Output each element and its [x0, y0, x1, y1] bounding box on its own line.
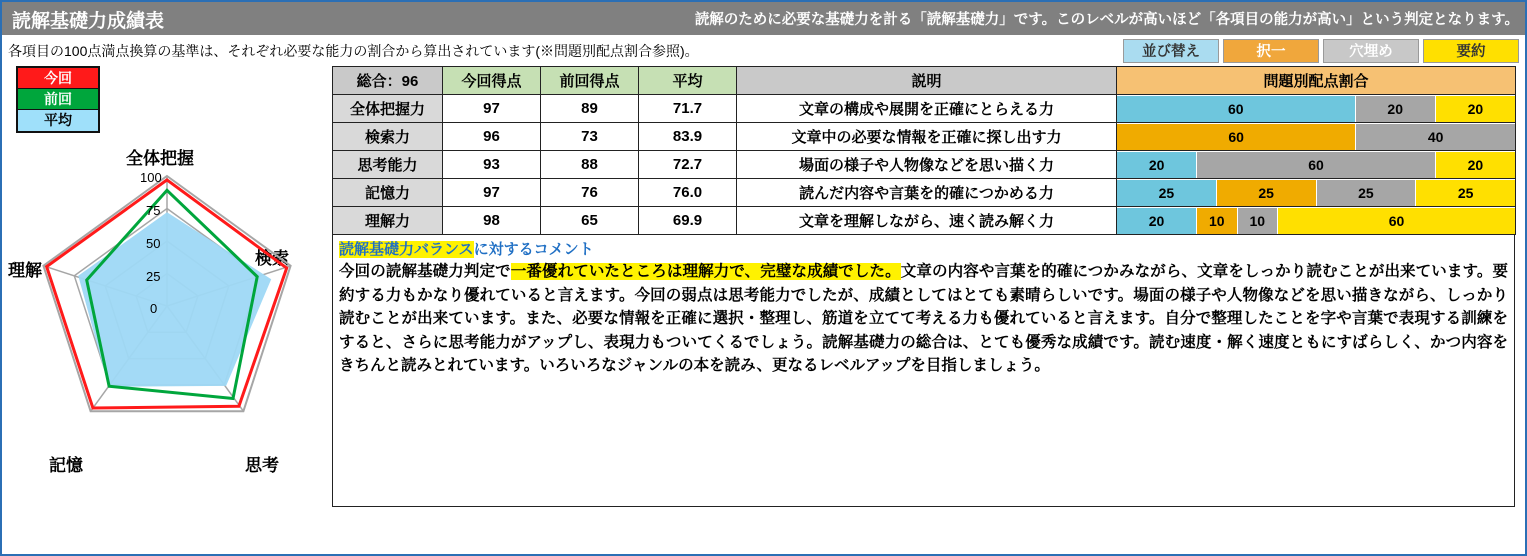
chart-legend: [16, 66, 100, 133]
tick-100: 100: [140, 170, 162, 185]
row-prev: 65: [541, 207, 639, 235]
tab-takuitsu[interactable]: 択一: [1223, 39, 1319, 63]
row-desc: 文章を理解しながら、速く読み解く力: [737, 207, 1117, 235]
radar-chart: [22, 136, 312, 476]
header-now: 今回得点: [443, 67, 541, 95]
tick-0: 0: [150, 301, 158, 316]
row-now: 97: [443, 95, 541, 123]
legend-item-now: 今回: [18, 68, 98, 89]
header-total: 総合：96: [333, 67, 443, 95]
radar-chart-panel: [2, 66, 332, 536]
comment-rest: 文章の内容や言葉を的確につかみながら、文章をしっかり読むことが出来ています。要約する力もかなり優れていると言えます。今回の弱点は思考能力でしたが、成績としてはとても素晴らしいです。場面の様子や人物像などを思い描きながら、しっかり読むことが出来ています。また、必要な情報を正確に選択・整理し、筋道を立てて考える力も優れていると言えます。自分で整理したことを字や言葉で表現する訓練をすると、さらに思考能力がアップし、表現力もついてくるでしょう。読解基礎力の総合は、とても優秀な成績です。読む速度・解く速度ともにすばらしく、かつ内容をきちんと読みとれています。いろいろなジャンルの本を読み、更なるレベルアップを目指しましょう。: [339, 263, 1508, 375]
dist-seg: 25: [1416, 180, 1515, 206]
comment-title: [339, 238, 1508, 259]
row-avg: 72.7: [639, 151, 737, 179]
table-row: [333, 207, 1516, 235]
dist-seg: 40: [1356, 124, 1515, 150]
tick-75: 75: [146, 203, 161, 218]
body: [2, 66, 1525, 536]
axis-label-kensaku: 検索: [255, 249, 289, 268]
row-desc: 場面の様子や人物像などを思い描く力: [737, 151, 1117, 179]
comment-title-rest: に対するコメント: [473, 241, 594, 258]
axis-label-rikai: 理解: [8, 261, 42, 280]
row-desc: 読んだ内容や言葉を的確につかめる力: [737, 179, 1117, 207]
dist-seg: 60: [1117, 96, 1356, 122]
row-prev: 73: [541, 123, 639, 151]
dist-seg: 20: [1117, 152, 1197, 178]
dist-seg: 10: [1197, 208, 1238, 234]
row-now: 97: [443, 179, 541, 207]
note-row: [2, 36, 1525, 66]
dist-seg: 60: [1197, 152, 1436, 178]
tab-anaume[interactable]: 穴埋め: [1323, 39, 1419, 63]
tab-yoyaku[interactable]: 要約: [1423, 39, 1519, 63]
comment-lead: 今回の読解基礎力判定で: [339, 263, 511, 280]
legend-item-avg: 平均: [18, 110, 98, 131]
scores-table: [332, 66, 1516, 235]
row-prev: 89: [541, 95, 639, 123]
dist-seg: 60: [1117, 124, 1356, 150]
row-avg: 71.7: [639, 95, 737, 123]
row-prev: 88: [541, 151, 639, 179]
header: [2, 2, 1525, 36]
dist-seg: 20: [1117, 208, 1197, 234]
dist-seg: 20: [1356, 96, 1436, 122]
note-text: 各項目の100点満点換算の基準は、それぞれ必要な能力の割合から算出されています(※問題別配点割合参照)。: [8, 43, 699, 59]
right-panel: [332, 66, 1517, 507]
tab-bar: [1123, 39, 1525, 63]
table-row: [333, 95, 1516, 123]
header-avg: 平均: [639, 67, 737, 95]
header-subtitle: 読解のために必要な基礎力を計る「読解基礎力」です。このレベルが高いほど「各項目の能力が高い」という判定となります。: [694, 12, 1519, 28]
row-distribution: [1117, 207, 1516, 235]
row-avg: 76.0: [639, 179, 737, 207]
tick-25: 25: [146, 269, 161, 284]
row-avg: 83.9: [639, 123, 737, 151]
row-distribution: [1117, 123, 1516, 151]
axis-label-kioku: 記憶: [49, 456, 83, 475]
row-prev: 76: [541, 179, 639, 207]
row-name: 記憶力: [333, 179, 443, 207]
comment-box: [332, 235, 1515, 507]
row-name: 全体把握力: [333, 95, 443, 123]
row-now: 98: [443, 207, 541, 235]
dist-seg: 25: [1217, 180, 1317, 206]
header-desc: 説明: [737, 67, 1117, 95]
row-name: 思考能力: [333, 151, 443, 179]
tab-narabikae[interactable]: 並び替え: [1123, 39, 1219, 63]
table-header-row: [333, 67, 1516, 95]
comment-highlight: 一番優れていたところは理解力で、完璧な成績でした。: [510, 263, 901, 280]
tick-50: 50: [146, 236, 161, 251]
row-now: 93: [443, 151, 541, 179]
table-row: [333, 179, 1516, 207]
row-now: 96: [443, 123, 541, 151]
row-name: 理解力: [333, 207, 443, 235]
dist-seg: 25: [1117, 180, 1217, 206]
row-distribution: [1117, 95, 1516, 123]
row-name: 検索力: [333, 123, 443, 151]
table-row: [333, 123, 1516, 151]
page-title: 読解基礎力成績表: [2, 2, 174, 35]
row-desc: 文章中の必要な情報を正確に探し出す力: [737, 123, 1117, 151]
header-prev: 前回得点: [541, 67, 639, 95]
row-avg: 69.9: [639, 207, 737, 235]
dist-seg: 10: [1238, 208, 1279, 234]
row-desc: 文章の構成や展開を正確にとらえる力: [737, 95, 1117, 123]
header-dist: 問題別配点割合: [1117, 67, 1516, 95]
dist-seg: 60: [1278, 208, 1515, 234]
table-row: [333, 151, 1516, 179]
row-distribution: [1117, 179, 1516, 207]
axis-label-zentaihaaku: 全体把握: [126, 149, 194, 168]
dist-seg: 25: [1317, 180, 1417, 206]
axis-label-shikou: 思考: [245, 456, 279, 475]
row-distribution: [1117, 151, 1516, 179]
dist-seg: 20: [1436, 152, 1515, 178]
comment-body: [339, 260, 1508, 378]
comment-title-highlight: 読解基礎力バランス: [339, 241, 474, 258]
legend-item-prev: 前回: [18, 89, 98, 110]
dist-seg: 20: [1436, 96, 1515, 122]
